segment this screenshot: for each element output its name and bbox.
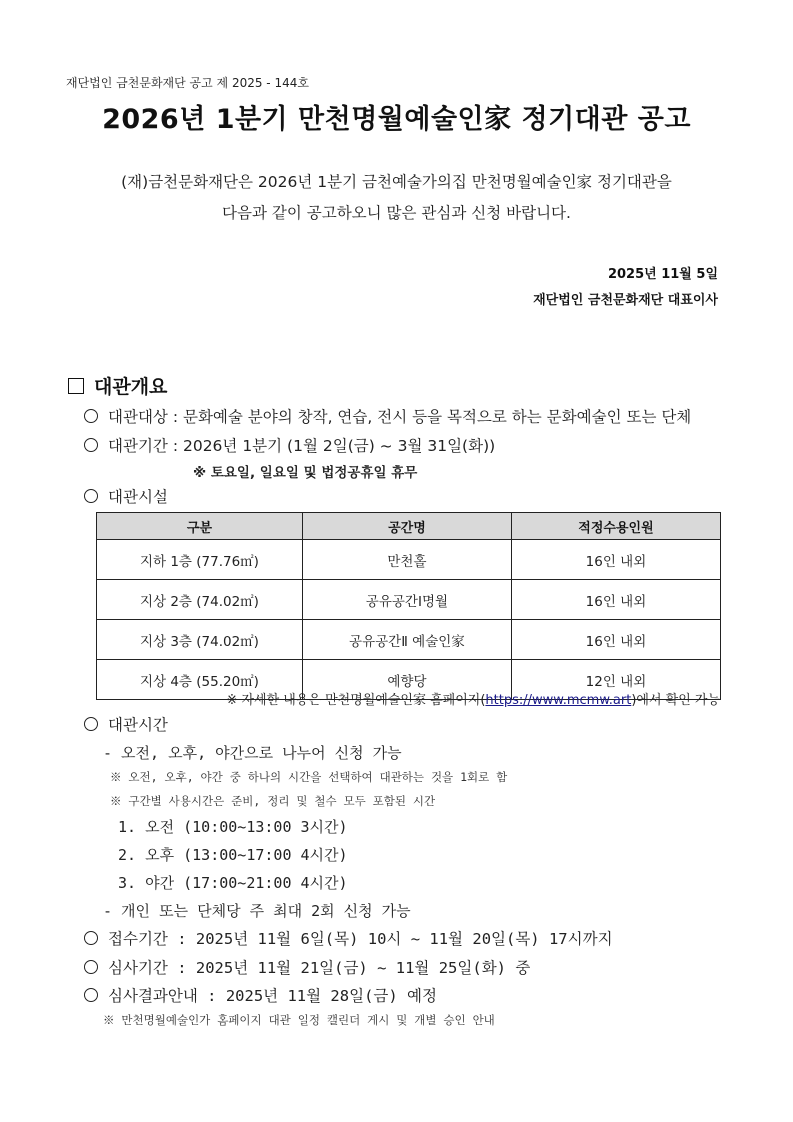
period-text: 대관기간 : 2026년 1분기 (1월 2일(금) ~ 3월 31일(화)): [108, 437, 496, 455]
checkbox-square-icon: [68, 378, 84, 394]
circle-bullet-icon: [84, 931, 98, 945]
time-slot: 3. 야간 (17:00~21:00 4시간): [118, 874, 348, 892]
notice-number: 재단법인 금천문화재단 공고 제 2025 - 144호: [66, 76, 309, 90]
circle-bullet-icon: [84, 489, 98, 503]
hours-label: 대관시간: [108, 716, 168, 734]
circle-bullet-icon: [84, 988, 98, 1002]
section-title: 대관개요: [94, 376, 168, 398]
application-text: 접수기간 : 2025년 11월 6일(목) 10시 ~ 11월 20일(목) 17시까지: [108, 930, 613, 948]
hours-line-2: - 개인 또는 단체당 주 최대 2회 신청 가능: [103, 902, 411, 920]
floor-cell: 지상 2층 (74.02㎡): [97, 580, 303, 620]
table-header-row: [97, 513, 721, 540]
capacity-cell: 16인 내외: [511, 580, 720, 620]
facilities-item: [84, 485, 168, 507]
review-item: [84, 956, 530, 978]
homepage-link[interactable]: https://www.mcmw.art: [485, 693, 632, 708]
space-cell: 예향당: [302, 660, 511, 700]
issue-date: 2025년 11월 5일: [607, 267, 718, 282]
result-note: ※ 만천명월예술인가 홈페이지 대관 일정 캘린더 게시 및 개별 승인 안내: [103, 1013, 495, 1027]
facilities-note-suffix: )에서 확인 가능: [631, 693, 720, 708]
hours-item: [84, 713, 168, 735]
result-text: 심사결과안내 : 2025년 11월 28일(금) 예정: [108, 987, 437, 1005]
facilities-table: [96, 512, 721, 700]
circle-bullet-icon: [84, 409, 98, 423]
capacity-cell: 16인 내외: [511, 540, 720, 580]
page-title: 2026년 1분기 만천명월예술인家 정기대관 공고: [102, 104, 691, 135]
time-slot: 1. 오전 (10:00~13:00 3시간): [118, 818, 348, 836]
floor-cell: 지상 4층 (55.20㎡): [97, 660, 303, 700]
table-row: [97, 580, 721, 620]
space-cell: 공유공간Ⅰ명월: [302, 580, 511, 620]
floor-cell: 지하 1층 (77.76㎡): [97, 540, 303, 580]
circle-bullet-icon: [84, 438, 98, 452]
circle-bullet-icon: [84, 960, 98, 974]
review-text: 심사기간 : 2025년 11월 21일(금) ~ 11월 25일(화) 중: [108, 959, 531, 977]
intro-line-1: (재)금천문화재단은 2026년 1분기 금천예술가의집 만천명월예술인家 정기대관을: [121, 173, 672, 191]
space-cell: 만천홀: [302, 540, 511, 580]
table-row: [97, 540, 721, 580]
circle-bullet-icon: [84, 717, 98, 731]
column-header: 공간명: [302, 513, 511, 540]
target-item: [84, 405, 691, 427]
target-text: 대관대상 : 문화예술 분야의 창작, 연습, 전시 등을 목적으로 하는 문화예술인 또는 단체: [108, 408, 692, 426]
facilities-note: [226, 689, 720, 708]
space-cell: 공유공간Ⅱ 예술인家: [302, 620, 511, 660]
intro-line-2: 다음과 같이 공고하오니 많은 관심과 신청 바랍니다.: [222, 204, 571, 222]
floor-cell: 지상 3층 (74.02㎡): [97, 620, 303, 660]
hours-note-2: ※ 구간별 사용시간은 준비, 정리 및 철수 모두 포함된 시간: [110, 794, 436, 808]
column-header: 적정수용인원: [511, 513, 720, 540]
hours-line-1: - 오전, 오후, 야간으로 나누어 신청 가능: [103, 744, 402, 762]
period-item: [84, 434, 495, 456]
time-slot: 2. 오후 (13:00~17:00 4시간): [118, 846, 348, 864]
capacity-cell: 16인 내외: [511, 620, 720, 660]
application-item: [84, 927, 613, 949]
table-row: [97, 620, 721, 660]
result-item: [84, 984, 437, 1006]
capacity-cell: 12인 내외: [511, 660, 720, 700]
section-heading: [68, 372, 167, 399]
column-header: 구분: [97, 513, 303, 540]
period-note: ※ 토요일, 일요일 및 법정공휴일 휴무: [193, 465, 418, 481]
issuer-name: 재단법인 금천문화재단 대표이사: [533, 293, 718, 308]
facilities-note-prefix: ※ 자세한 내용은 만천명월예술인家 홈페이지(: [226, 693, 486, 708]
hours-note-1: ※ 오전, 오후, 야간 중 하나의 시간을 선택하여 대관하는 것을 1회로 함: [110, 770, 508, 784]
facilities-label: 대관시설: [108, 488, 168, 506]
